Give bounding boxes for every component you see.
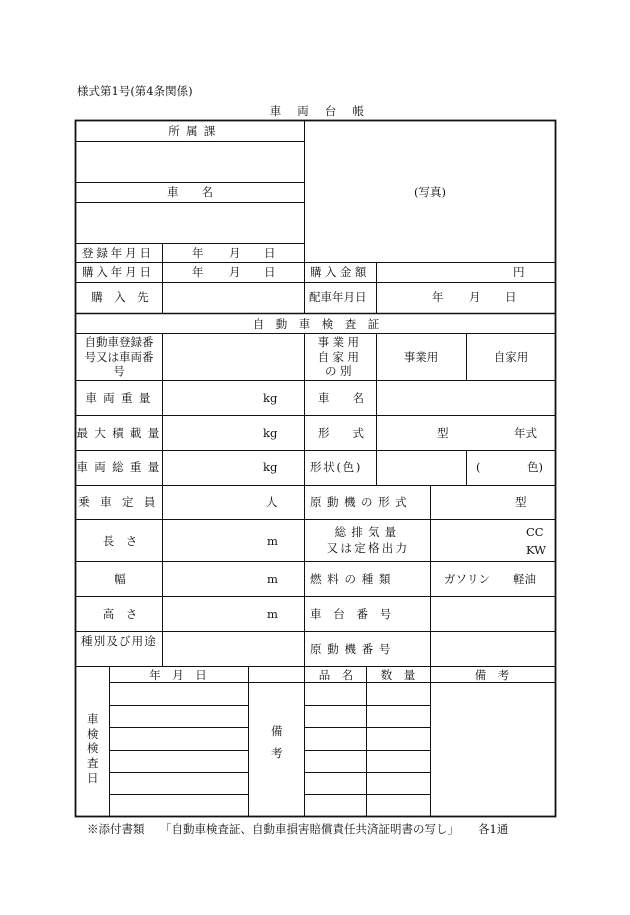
capacity-unit: 人 <box>266 495 278 509</box>
business-type-label: 事業用自家用の別 <box>317 335 363 379</box>
displacement-label-1: 総排気量 <box>334 525 402 539</box>
inspection-date-label: 車検検査日 <box>87 712 99 785</box>
chassis-number-label: 車台番号 <box>310 607 403 621</box>
capacity-label: 乗車定員 <box>78 495 166 509</box>
cc-unit: CC <box>526 525 544 539</box>
delivery-date-month: 月 <box>469 290 481 304</box>
reg-date-year: 年 <box>192 246 204 260</box>
delivery-date-day: 日 <box>505 290 517 304</box>
ymd-header: 年 月 日 <box>149 668 207 682</box>
color-open: ( <box>476 460 481 474</box>
engine-type-label: 原動機の形式 <box>310 495 413 509</box>
private-option: 自家用 <box>493 350 529 364</box>
usage-label: 種別及び用途 <box>81 634 157 648</box>
max-load-unit: kg <box>263 426 278 440</box>
car-name-field-label: 車 名 <box>318 391 370 405</box>
model-label: 形 式 <box>318 426 370 440</box>
max-load-label: 最大積載量 <box>76 426 166 440</box>
form-number: 様式第1号(第4条関係) <box>77 84 193 98</box>
business-option: 事業用 <box>403 350 439 364</box>
fuel-label: 燃料の種類 <box>310 572 397 586</box>
length-label: 長 さ <box>102 534 138 548</box>
width-label: 幅 <box>114 572 126 586</box>
reg-date-label: 登録年月日 <box>82 246 154 260</box>
engine-number-label: 原動機番号 <box>310 642 397 656</box>
purchase-date-month: 月 <box>229 265 241 279</box>
purchase-date-day: 日 <box>264 265 276 279</box>
model-kata-unit: 型 <box>437 426 449 440</box>
gross-weight-unit: kg <box>263 460 278 474</box>
delivery-date-year: 年 <box>432 290 444 304</box>
dept-label: 所属課 <box>168 124 222 138</box>
item-name-header: 品 名 <box>318 668 354 682</box>
model-year-unit: 年式 <box>514 426 537 440</box>
attachments-text: 「自動車検査証、自動車損害賠償責任共済証明書の写し」 <box>160 822 459 836</box>
vehicle-weight-label: 車両重量 <box>85 391 157 405</box>
reg-date-month: 月 <box>229 246 241 260</box>
color-close: 色) <box>527 460 543 474</box>
photo-label: (写真) <box>414 185 446 199</box>
fuel-diesel: 軽油 <box>513 572 536 586</box>
height-label: 高 さ <box>102 607 138 621</box>
gross-weight-label: 車両総重量 <box>76 460 166 474</box>
displacement-label-2: 又は定格出力 <box>326 541 410 555</box>
kw-unit: KW <box>526 543 547 557</box>
remarks-center-label: 備考 <box>271 724 283 760</box>
attachments-count: 各1通 <box>478 822 509 836</box>
purchase-date-label: 購入年月日 <box>82 265 154 279</box>
remarks-header: 備 考 <box>474 668 510 682</box>
reg-number-label: 自動車登録番号又は車両番号 <box>84 335 154 379</box>
car-name-label: 車 名 <box>167 185 213 199</box>
yen-unit: 円 <box>513 265 525 279</box>
purchase-amount-label: 購入金額 <box>310 265 370 279</box>
engine-kata-unit: 型 <box>515 495 527 509</box>
purchase-date-year: 年 <box>192 265 204 279</box>
supplier-label: 購 入 先 <box>91 290 149 304</box>
inspection-section-title: 自 動 車 検 査 証 <box>252 317 380 331</box>
width-unit: m <box>267 572 278 586</box>
height-unit: m <box>267 607 278 621</box>
vehicle-weight-unit: kg <box>263 391 278 405</box>
shape-color-label: 形状(色) <box>310 460 363 474</box>
reg-date-day: 日 <box>264 246 276 260</box>
fuel-gasoline: ガソリン <box>444 572 490 586</box>
page-title: 車 両 台 帳 <box>269 104 367 118</box>
length-unit: m <box>267 534 278 548</box>
attachments-label: ※添付書類 <box>87 822 145 836</box>
quantity-header: 数 量 <box>380 668 416 682</box>
delivery-date-label: 配車年月日 <box>309 290 367 304</box>
